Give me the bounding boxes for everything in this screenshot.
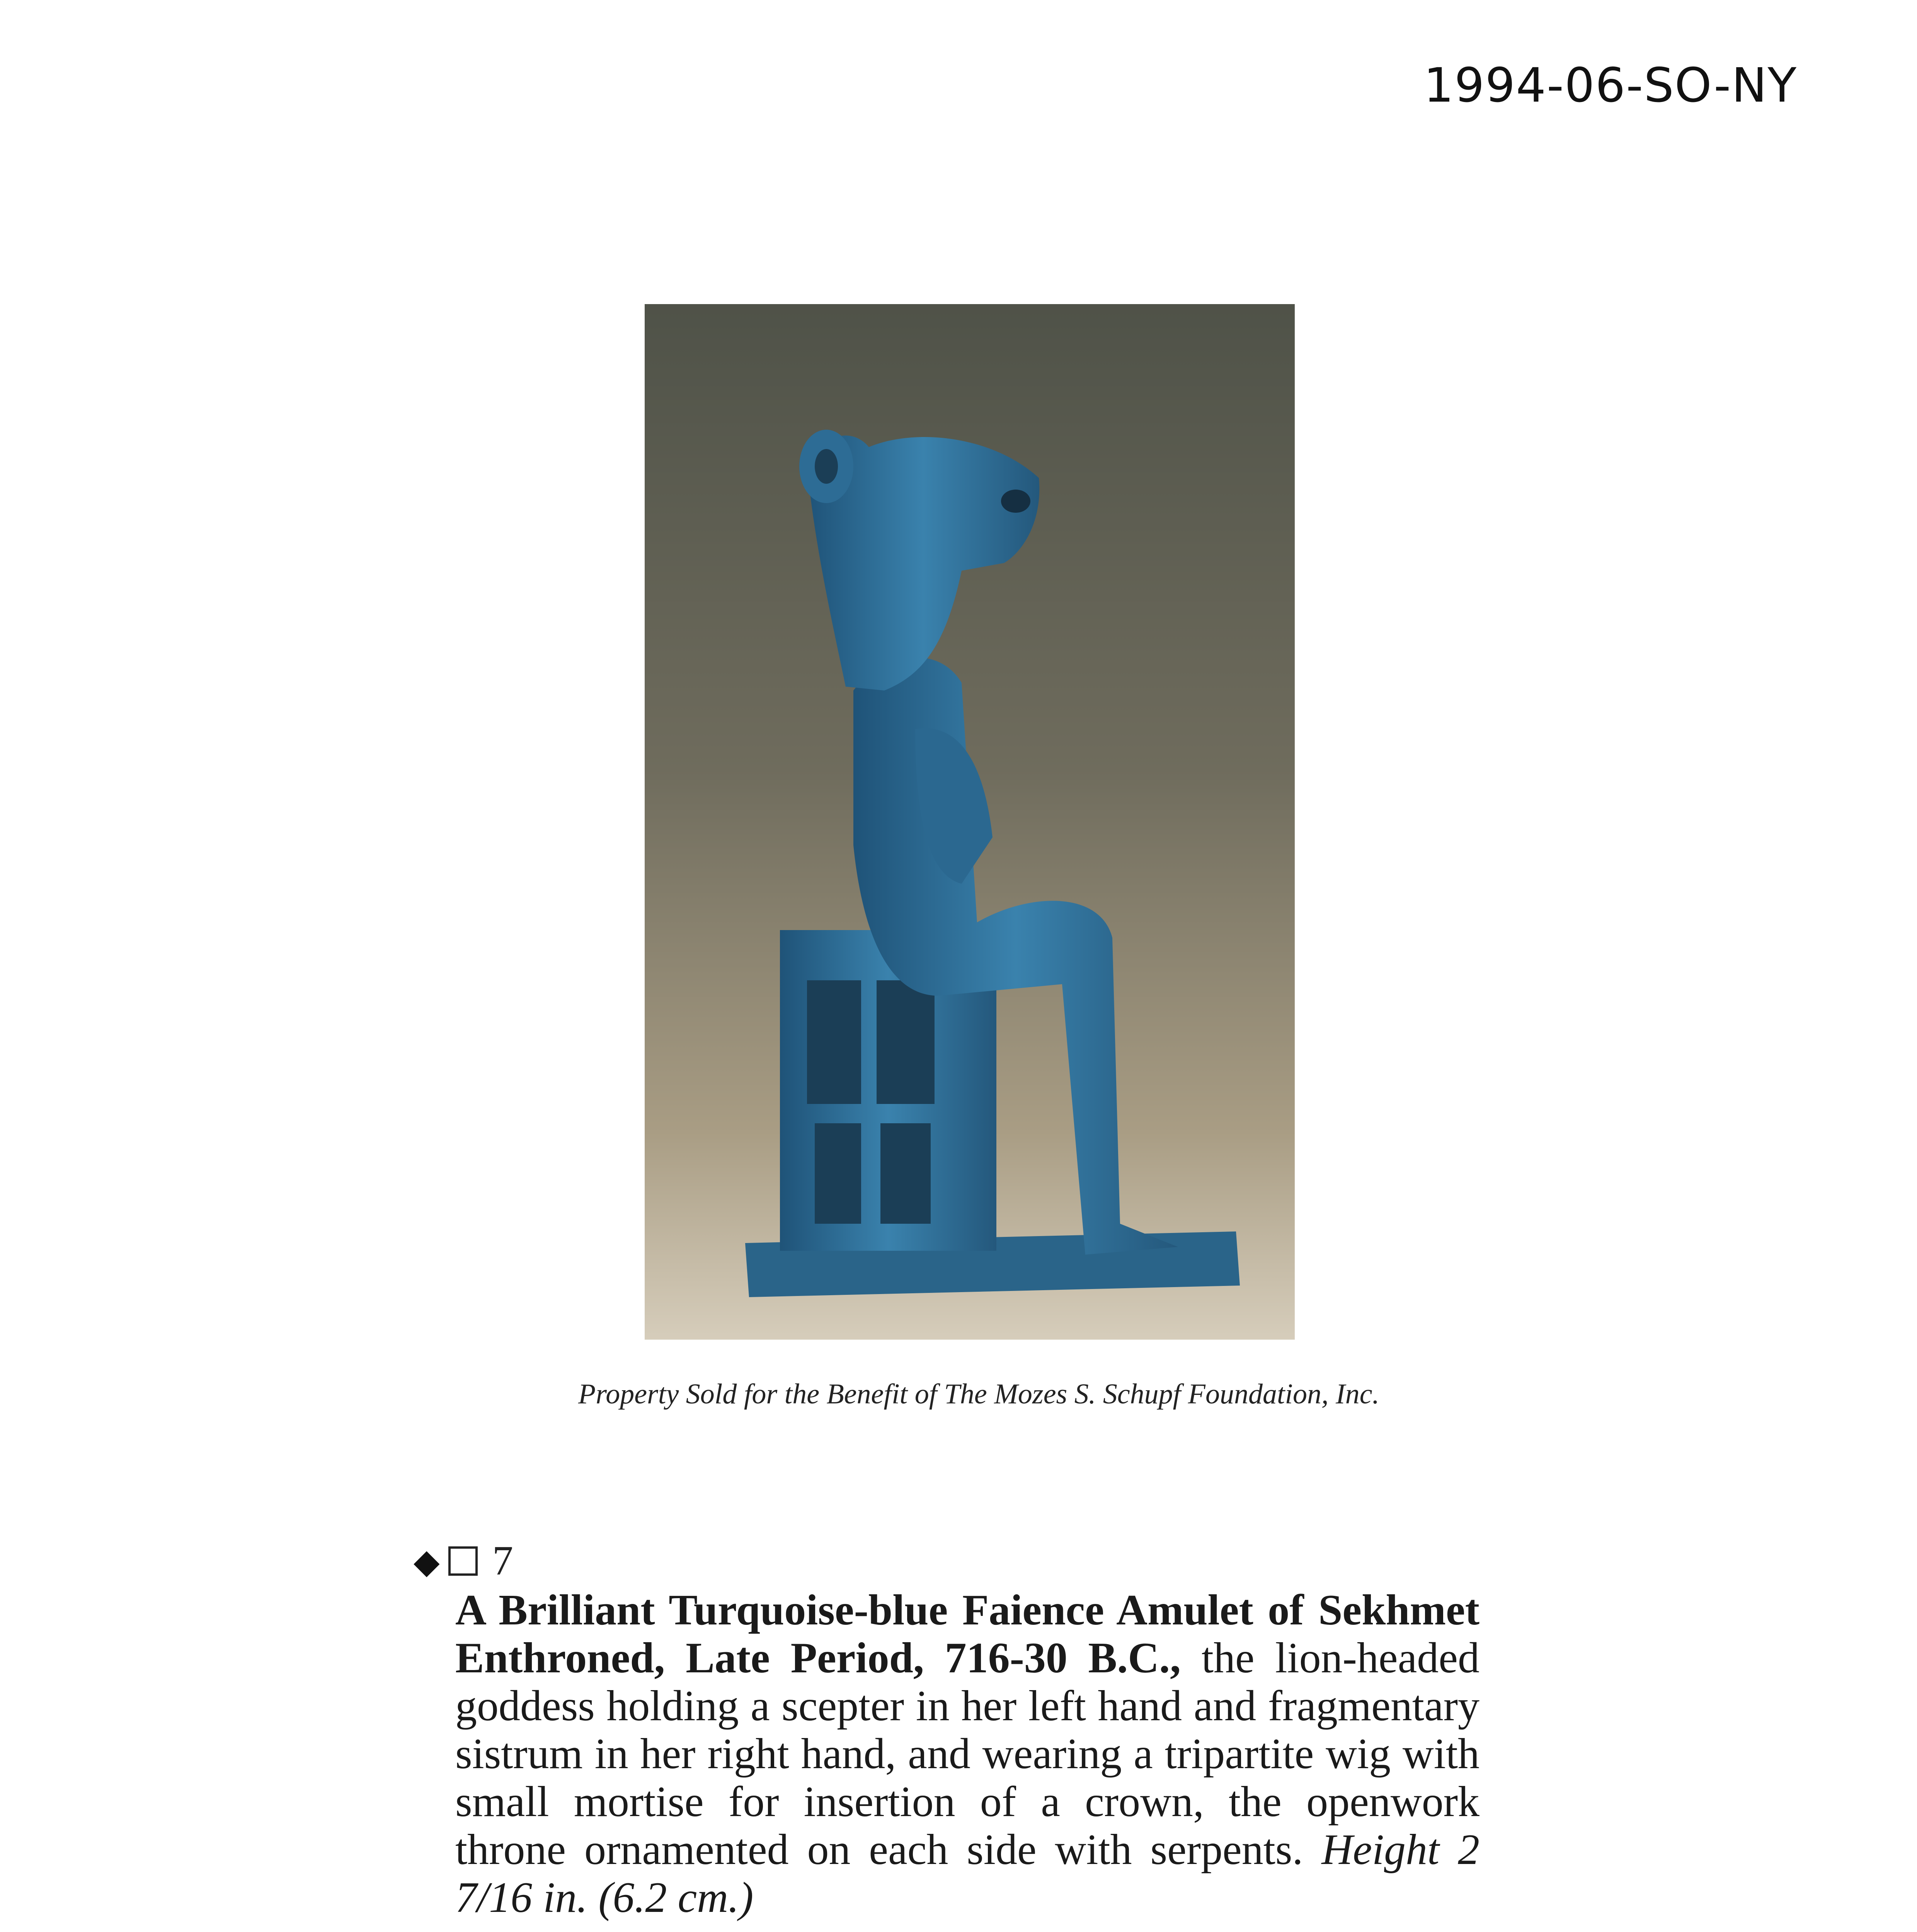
sekhmet-amulet-photo — [645, 304, 1295, 1340]
lot-number: 7 — [492, 1538, 513, 1584]
black-diamond-icon: ◆ — [414, 1541, 440, 1581]
lot-title: A Brilliant Turquoise-blue Faience Amulet of Sekhmet Enthroned, Late Period, 716-30 B.C., — [455, 1586, 1479, 1682]
lot-height: Height 2 7/16 in. (6.2 cm.) — [455, 1826, 1480, 1922]
lot-body: the lion-headed goddess holding a scepter in her left hand and fragmentary sistrum in her right hand, and wearing a tripartite wig with small mortise for insertion of a crown, the openwork throne ornamented on each side with serpents. — [455, 1634, 1480, 1874]
lot-header — [414, 1540, 513, 1582]
open-square-icon — [448, 1546, 478, 1576]
property-caption: Property Sold for the Benefit of The Mozes S. Schupf Foundation, Inc. — [578, 1378, 1380, 1410]
reference-code: 1994-06-SO-NY — [1423, 58, 1797, 113]
lot-description — [455, 1586, 1479, 1922]
